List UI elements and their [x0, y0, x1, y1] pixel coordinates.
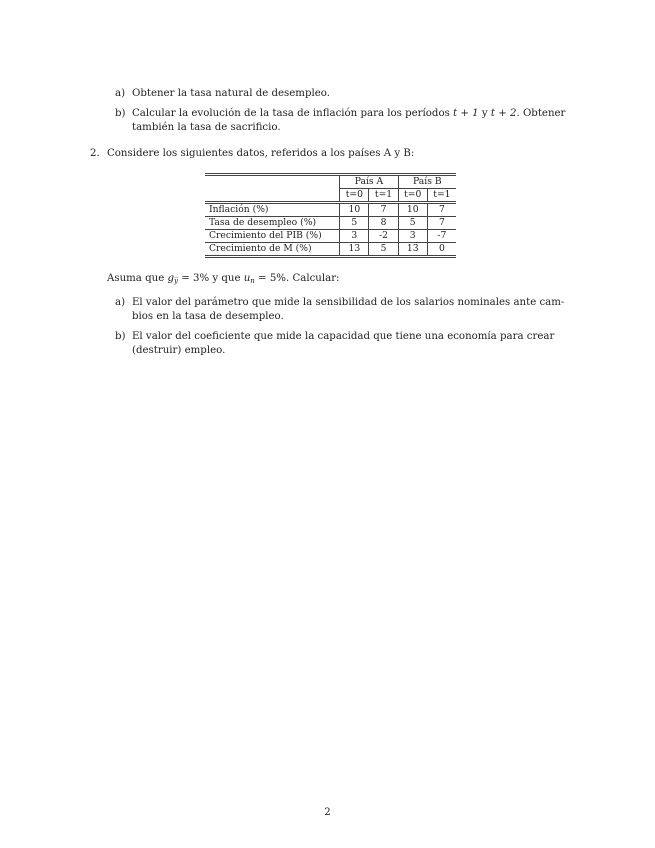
- item-b-text-post: . Obtener: [516, 108, 566, 119]
- q2-item-a-line1: El valor del parámetro que mide la sensibilidad de los salarios nominales ante cam-: [132, 297, 565, 308]
- q2-item-b-line2: (destruir) empleo.: [132, 345, 226, 356]
- item-a-marker: a): [115, 88, 126, 99]
- data-table: [205, 173, 456, 258]
- assume-text-eq2: = 5%. Calcular:: [254, 273, 340, 284]
- assume-text-eq1: = 3% y que: [177, 273, 244, 284]
- group-header-b: País B: [398, 175, 456, 189]
- subheader-cell: t=1: [427, 189, 456, 203]
- table-cell: 13: [398, 243, 427, 257]
- assumption-line: [107, 272, 340, 286]
- table-row: [205, 230, 456, 243]
- q2-item-b-line1: El valor del coeficiente que mide la capacidad que tiene una economía para crear: [132, 331, 555, 342]
- period-t2: t + 2: [490, 108, 517, 119]
- subheader-cell: t=1: [369, 189, 398, 203]
- row-label: Crecimiento del PIB (%): [205, 230, 340, 243]
- period-t1: t + 1: [453, 108, 479, 119]
- table-cell: 0: [438, 243, 445, 254]
- table-row: [205, 217, 456, 230]
- table-cell: 10: [398, 203, 427, 217]
- question-2-intro: Considere los siguientes datos, referidos a los países A y B:: [107, 148, 415, 159]
- row-label: Tasa de desempleo (%): [205, 217, 340, 230]
- assume-text-pre: Asuma que: [107, 273, 168, 284]
- table-cell: 5: [340, 217, 369, 230]
- row-label: Inflación (%): [205, 203, 340, 217]
- item-a-text: Obtener la tasa natural de desempleo.: [132, 88, 330, 99]
- item-b-line1: [132, 107, 565, 121]
- table-cell: 5: [369, 243, 398, 257]
- table-subheader-row: [205, 189, 456, 203]
- subheader-cell: t=0: [398, 189, 427, 203]
- table-cell: 7: [369, 203, 398, 217]
- var-g: g: [167, 273, 174, 284]
- table-cell: -2: [369, 230, 398, 243]
- table-corner-cell: [205, 175, 340, 189]
- table-cell: -7: [427, 230, 456, 243]
- item-b-marker: b): [115, 108, 126, 119]
- table-corner-cell: [205, 189, 340, 203]
- table-cell: 3: [398, 230, 427, 243]
- table-cell: 3: [340, 230, 369, 243]
- table-cell: 7: [427, 217, 456, 230]
- var-u: u: [243, 273, 251, 284]
- table-cell: 8: [369, 217, 398, 230]
- row-label: Crecimiento de M (%): [205, 243, 340, 257]
- question-2-number: 2.: [90, 148, 100, 159]
- var-u-subscript: n: [250, 277, 255, 285]
- q2-item-a-line2: bios en la tasa de desempleo.: [132, 311, 284, 322]
- q2-item-a-marker: a): [115, 297, 126, 308]
- item-b-line2: también la tasa de sacrificio.: [132, 122, 281, 133]
- item-b-text-mid: y: [478, 108, 491, 119]
- item-b-text-pre: Calcular la evolución de la tasa de inflación para los períodos: [132, 108, 454, 119]
- table-cell: 10: [340, 203, 369, 217]
- table-cell: 5: [398, 217, 427, 230]
- table-cell: 13: [340, 243, 369, 257]
- table-cell: 7: [427, 203, 456, 217]
- group-header-a: País A: [340, 175, 398, 189]
- q2-item-b-marker: b): [115, 331, 126, 342]
- table-group-header-row: [205, 175, 456, 189]
- subheader-cell: t=0: [340, 189, 369, 203]
- var-g-subscript: y̅: [174, 277, 178, 285]
- page-number: 2: [324, 807, 331, 818]
- table-row: [205, 243, 456, 257]
- table-row: [205, 203, 456, 217]
